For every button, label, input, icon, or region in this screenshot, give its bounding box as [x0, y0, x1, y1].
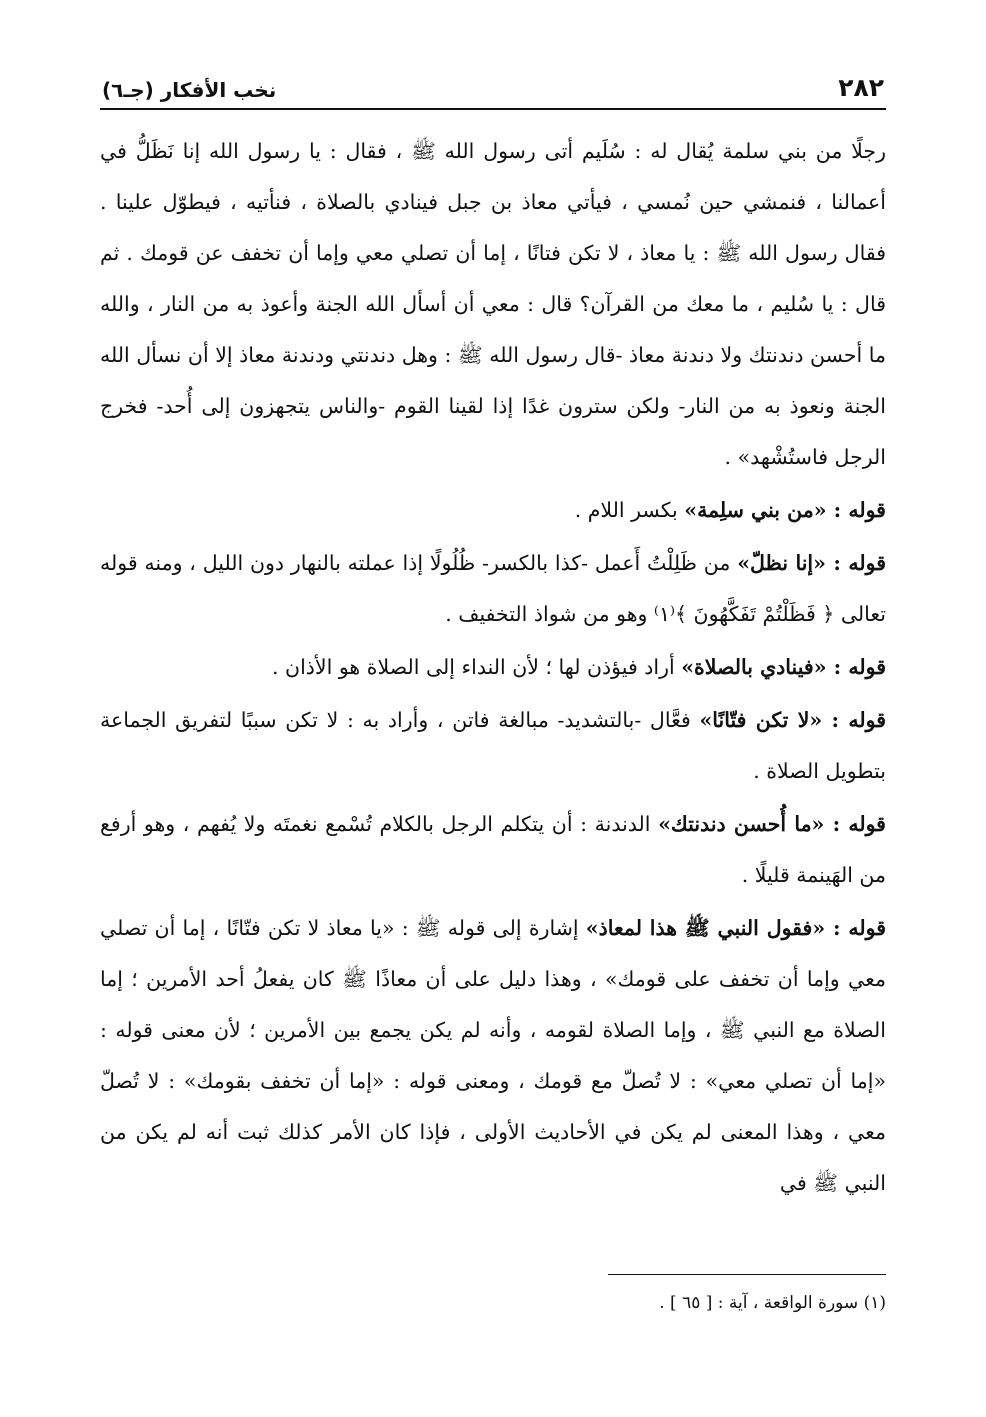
commentary-heading: قوله : «فقول النبي ﷺ هذا لمعاذ» [585, 916, 886, 940]
paragraph-text: الدندنة : أن يتكلم الرجل بالكلام تُسْمع نغمتَه ولا يُفهم ، وهو أرفع من الهَينمة قليلًا . [100, 812, 886, 887]
commentary-heading: قوله : «فينادي بالصلاة» [681, 655, 886, 679]
commentary-heading: قوله : «ما أُحسن دندنتك» [658, 812, 886, 836]
paragraph-text: بكسر اللام . [574, 498, 685, 522]
footnote-divider [608, 1274, 886, 1275]
paragraph-text: أراد فيؤذن لها ؛ لأن النداء إلى الصلاة هو الأذان . [272, 655, 682, 679]
paragraph-text: فعَّال -بالتشديد- مبالغة فاتن ، وأراد به : لا تكن سببًا لتفريق الجماعة بتطويل الصلاة . [100, 708, 886, 783]
commentary-heading: قوله : «إنا نظلّ» [737, 551, 886, 575]
paragraph-commentary [100, 695, 886, 797]
paragraph-hadith-text [100, 126, 886, 483]
book-page [100, 60, 886, 1209]
book-title: نخب الأفكار (جـ٦) [102, 78, 277, 102]
paragraph-commentary [100, 903, 886, 1209]
paragraph-text: من ظَلِلْتُ أَعمل -كذا بالكسر- ظُلُولًا إذا عملته بالنهار دون الليل ، ومنه قوله تعالى ﴿ فَظَلْتُمْ تَفَكَّهُونَ ﴾⁽١⁾ وهو من شواذ التخفيف . [100, 551, 886, 626]
paragraph-commentary [100, 485, 886, 536]
paragraph-text: إشارة إلى قوله ﷺ : «يا معاذ لا تكن فتّانًا ، إما أن تصلي معي وإما أن تخفف على قومك» ، وهذا دليل على أن معاذًا ﷺ كان يفعلُ أحد الأمرين ؛ إما الصلاة مع النبي ﷺ ، وإما الصلاة لقومه ، وأنه لم يكن يجمع بين الأمرين ؛ لأن معنى قوله : «إما أن تصلي معي» : لا تُصلّ مع قومك ، ومعنى قوله : «إما أن تخفف بقومك» : لا تُصلّ معي ، وهذا المعنى لم يكن في الأحاديث الأولى ، فإذا كان الأمر كذلك ثبت أنه لم يكن من النبي ﷺ في [100, 916, 886, 1195]
paragraph-commentary [100, 538, 886, 640]
page-header [100, 60, 886, 110]
commentary-heading: قوله : «من بني سلِمة» [684, 498, 886, 522]
commentary-heading: قوله : «لا تكن فتّانًا» [699, 708, 886, 732]
paragraph-commentary [100, 642, 886, 693]
page-body [100, 126, 886, 1209]
paragraph-commentary [100, 799, 886, 901]
footnote: (١) سورة الواقعة ، آية : [ ٦٥ ] . [659, 1293, 886, 1313]
page-number: ٢٨٢ [838, 73, 884, 102]
paragraph-text: رجلًا من بني سلمة يُقال له : سُلَيم أتى رسول الله ﷺ ، فقال : يا رسول الله إنا نَظَلُّ في أعمالنا ، فنمشي حين نُمسي ، فيأتي معاذ بن جبل فينادي بالصلاة ، فنأتيه ، فيطوّل علينا . فقال رسول الله ﷺ : يا معاذ ، لا تكن فتانًا ، إما أن تصلي معي وإما أن تخفف عن قومك . ثم قال : يا سُليم ، ما معك من القرآن؟ قال : معي أن أسأل الله الجنة وأعوذ به من النار ، والله ما أحسن دندنتك ولا دندنة معاذ -قال رسول الله ﷺ : وهل دندنتي ودندنة معاذ إلا أن نسأل الله الجنة ونعوذ به من النار- ولكن سترون غدًا إذا لقينا القوم -والناس يتجهزون إلى أُحد- فخرج الرجل فاستُشْهد» . [100, 139, 886, 469]
